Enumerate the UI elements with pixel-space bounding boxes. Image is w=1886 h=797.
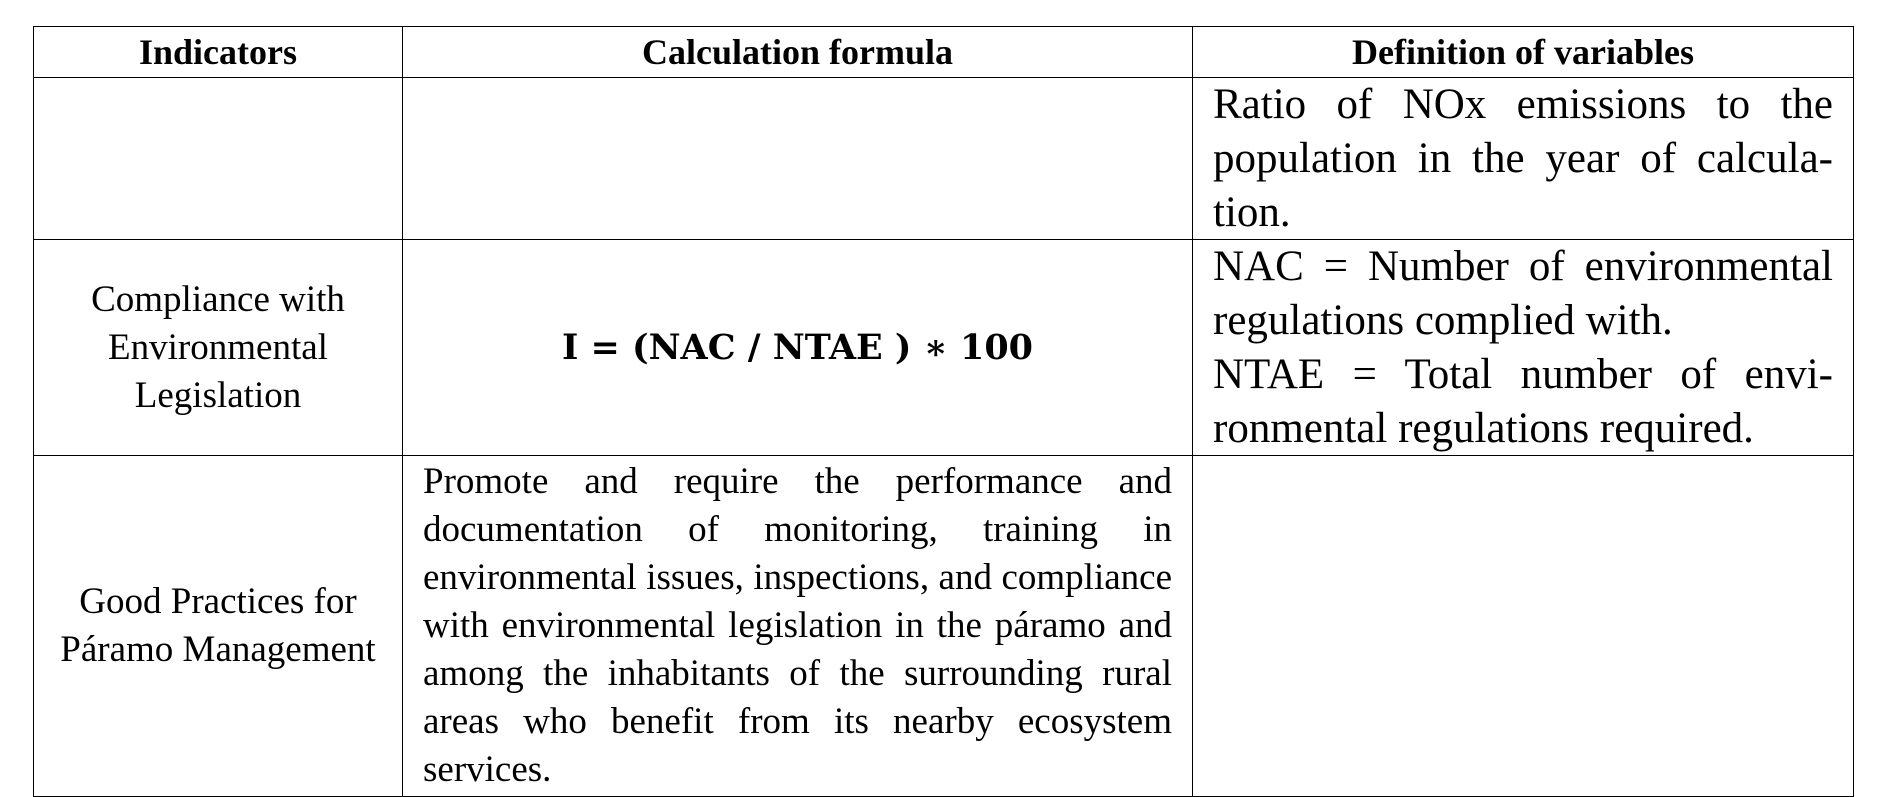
table-row bbox=[34, 456, 1854, 797]
header-indicators: Indicators bbox=[34, 27, 403, 78]
definition-text: Ratio of NOx emissions to the population in the year of calculation. bbox=[1213, 81, 1833, 236]
table-row bbox=[34, 240, 1854, 456]
table-header-row bbox=[34, 27, 1854, 78]
formula-cell bbox=[403, 78, 1193, 240]
formula-cell: Promote and require the performance and documentation of monitoring, training in environmental issues, inspections, and compliance with environmental legislation in the páramo and among the inhabitants of the surrounding rural areas who benefit from its nearby ecosystem services. bbox=[403, 456, 1193, 797]
formula-cell: I = (NAC / NTAE ) ∗ 100 bbox=[403, 240, 1193, 456]
indicator-cell: Compliance with Environmental Legislation bbox=[34, 240, 403, 456]
header-calculation-formula: Calculation formula bbox=[403, 27, 1193, 78]
table-row bbox=[34, 78, 1854, 240]
definition-text: NAC = Number of environmental regulations complied with. bbox=[1213, 243, 1833, 344]
definition-cell bbox=[1193, 78, 1854, 240]
indicator-cell: Good Practices for Páramo Management bbox=[34, 456, 403, 797]
definition-text: NTAE = Total number of environmental regulations required. bbox=[1213, 350, 1833, 452]
definition-cell bbox=[1193, 456, 1854, 797]
indicators-table bbox=[33, 26, 1854, 797]
header-definition-of-variables: Definition of variables bbox=[1193, 27, 1854, 78]
indicator-cell bbox=[34, 78, 403, 240]
definition-cell bbox=[1193, 240, 1854, 456]
